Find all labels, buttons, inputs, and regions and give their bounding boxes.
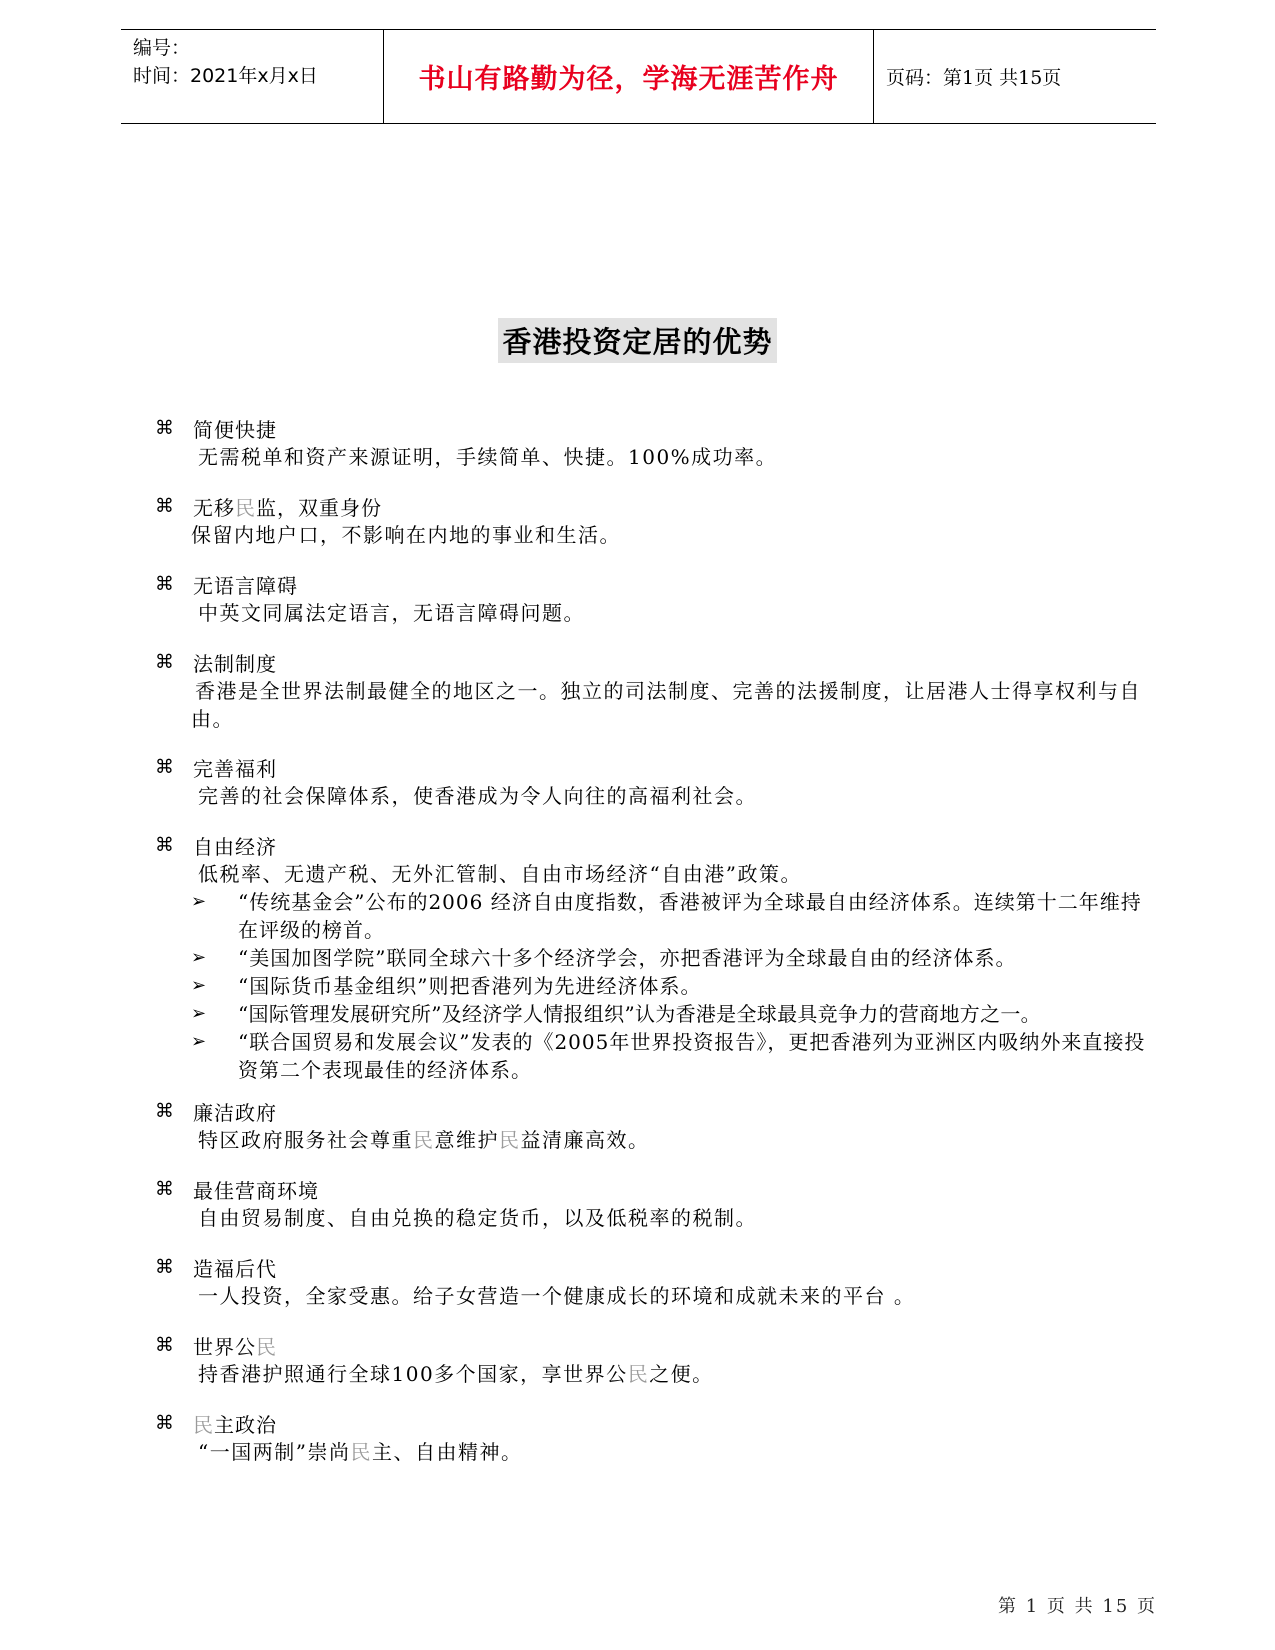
section-heading: 自由经济 — [193, 834, 277, 859]
section-business-env — [155, 1174, 1155, 1232]
section-heading: 简便快捷 — [193, 417, 277, 442]
command-icon: ⌘ — [155, 1256, 175, 1278]
section-simple-fast — [155, 413, 1155, 471]
section-heading: 无语言障碍 — [193, 573, 298, 598]
arrow-bullet-icon: ➢ — [191, 891, 208, 912]
section-welfare — [155, 752, 1155, 810]
section-heading: 民主政治 — [193, 1412, 277, 1437]
section-heading: 廉洁政府 — [193, 1100, 277, 1125]
command-icon: ⌘ — [155, 756, 175, 778]
command-icon: ⌘ — [155, 573, 175, 595]
section-body: 持香港护照通行全球100多个国家，享世界公民之便。 — [198, 1362, 714, 1386]
section-body: 中英文同属法定语言，无语言障碍问题。 — [198, 601, 585, 625]
section-body: 完善的社会保障体系，使香港成为令人向往的高福利社会。 — [198, 784, 757, 808]
list-item: ➢ “联合国贸易和发展会议”发表的《2005年世界投资报告》，更把香港列为亚洲区内吸纳外来直接投资第二个表现最佳的经济体系。 — [191, 1030, 1146, 1082]
list-item: ➢ “国际管理发展研究所”及经济学人情报组织”认为香港是全球最具竞争力的营商地方之一。 — [191, 1002, 1041, 1026]
section-free-economy — [155, 830, 1155, 1084]
section-democracy — [155, 1408, 1155, 1466]
section-future-generations — [155, 1252, 1155, 1310]
page-info: 页码：第1页 共15页 — [886, 67, 1062, 89]
section-body: 保留内地户口，不影响在内地的事业和生活。 — [191, 523, 621, 547]
page-title-wrap — [0, 318, 1275, 363]
section-body: 无需税单和资产来源证明，手续简单、快捷。100%成功率。 — [198, 445, 778, 469]
section-body: “一国两制”崇尚民主、自由精神。 — [198, 1440, 523, 1464]
section-heading: 法制制度 — [193, 651, 277, 676]
header-table — [121, 29, 1156, 124]
page-footer: 第 1 页 共 15 页 — [998, 1596, 1157, 1617]
section-heading: 世界公民 — [193, 1334, 277, 1359]
section-world-citizen — [155, 1330, 1155, 1388]
arrow-bullet-icon: ➢ — [191, 947, 208, 968]
header-meta — [121, 30, 384, 123]
time-label: 时间：2021年x月x日 — [133, 65, 318, 87]
section-body: 一人投资，全家受惠。给子女营造一个健康成长的环境和成就未来的平台 。 — [198, 1284, 916, 1308]
arrow-bullet-icon: ➢ — [191, 1003, 208, 1024]
arrow-bullet-icon: ➢ — [191, 975, 208, 996]
command-icon: ⌘ — [155, 1412, 175, 1434]
section-body: 自由贸易制度、自由兑换的稳定货币，以及低税率的税制。 — [198, 1206, 757, 1230]
list-item: ➢ “传统基金会”公布的2006 经济自由度指数，香港被评为全球最自由经济体系。连续第十二年维持在评级的榜首。 — [191, 890, 1142, 942]
section-heading: 完善福利 — [193, 756, 277, 781]
command-icon: ⌘ — [155, 495, 175, 517]
command-icon: ⌘ — [155, 1334, 175, 1356]
section-clean-government — [155, 1096, 1155, 1154]
section-heading: 造福后代 — [193, 1256, 277, 1281]
section-heading: 无移民监，双重身份 — [193, 495, 382, 520]
section-no-immigration — [155, 491, 1155, 549]
section-body: 香港是全世界法制最健全的地区之一。独立的司法制度、完善的法援制度，让居港人士得享权利与自由。 — [191, 679, 1141, 731]
motto: 书山有路勤为径，学海无涯苦作舟 — [384, 30, 874, 123]
list-item: ➢ “美国加图学院”联同全球六十多个经济学会，亦把香港评为全球最自由的经济体系。 — [191, 946, 1017, 970]
command-icon: ⌘ — [155, 1178, 175, 1200]
page-title: 香港投资定居的优势 — [498, 318, 776, 363]
list-item: ➢ “国际货币基金组织”则把香港列为先进经济体系。 — [191, 974, 702, 998]
command-icon: ⌘ — [155, 1100, 175, 1122]
section-language — [155, 569, 1155, 627]
section-heading: 最佳营商环境 — [193, 1178, 319, 1203]
number-label: 编号： — [133, 37, 191, 59]
section-body: 低税率、无遗产税、无外汇管制、自由市场经济“自由港”政策。 — [198, 862, 802, 886]
section-legal — [155, 647, 1155, 733]
section-body: 特区政府服务社会尊重民意维护民益清廉高效。 — [198, 1128, 650, 1152]
arrow-bullet-icon: ➢ — [191, 1031, 208, 1052]
command-icon: ⌘ — [155, 417, 175, 439]
command-icon: ⌘ — [155, 651, 175, 673]
command-icon: ⌘ — [155, 834, 175, 856]
